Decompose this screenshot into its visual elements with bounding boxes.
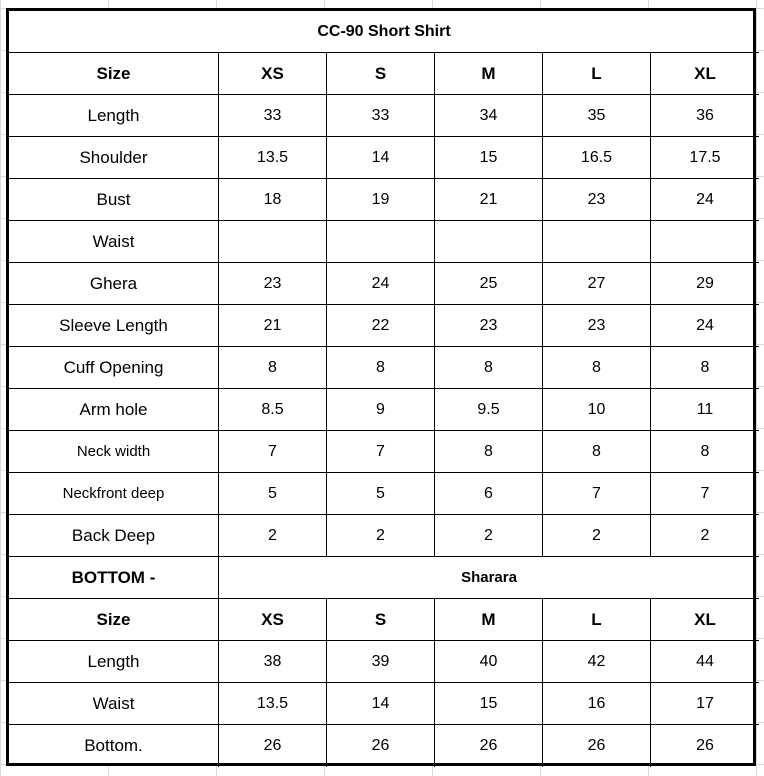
cell-back-deep-s[interactable]: 2 <box>327 515 435 557</box>
cell-length-m[interactable]: 34 <box>435 95 543 137</box>
row-label-length[interactable]: Length <box>9 641 219 683</box>
cell-bottom-xs[interactable]: 26 <box>219 725 327 767</box>
cell-ghera-s[interactable]: 24 <box>327 263 435 305</box>
row-label-waist[interactable]: Waist <box>9 683 219 725</box>
cell-bust-l[interactable]: 23 <box>543 179 651 221</box>
cell-bust-xl[interactable]: 24 <box>651 179 759 221</box>
cell-neck-width-s[interactable]: 7 <box>327 431 435 473</box>
row-label-bust[interactable]: Bust <box>9 179 219 221</box>
cell-waist-m[interactable] <box>435 221 543 263</box>
cell-waist-xs[interactable] <box>219 221 327 263</box>
cell-length-xs[interactable]: 38 <box>219 641 327 683</box>
row-label-waist[interactable]: Waist <box>9 221 219 263</box>
cell-cuff-opening-s[interactable]: 8 <box>327 347 435 389</box>
cell-bust-s[interactable]: 19 <box>327 179 435 221</box>
bottom-size-header-label[interactable]: Size <box>9 599 219 641</box>
cell-bottom-xl[interactable]: 26 <box>696 737 714 754</box>
cell-length-m[interactable]: 40 <box>435 641 543 683</box>
cell-back-deep-xl[interactable]: 2 <box>651 515 759 557</box>
cell-shoulder-l[interactable]: 16.5 <box>543 137 651 179</box>
cell-neck-width-xl[interactable]: 8 <box>651 431 759 473</box>
cell-cuff-opening-xs[interactable]: 8 <box>219 347 327 389</box>
cell-waist-m[interactable]: 15 <box>435 683 543 725</box>
cell-ghera-xs[interactable]: 23 <box>219 263 327 305</box>
cell-arm-hole-m[interactable]: 9.5 <box>435 389 543 431</box>
cell-sleeve-length-m[interactable]: 23 <box>435 305 543 347</box>
cell-sleeve-length-xs[interactable]: 21 <box>219 305 327 347</box>
cell-waist-l[interactable] <box>543 221 651 263</box>
size-header-l[interactable]: L <box>543 53 651 95</box>
bottom-size-header-xs[interactable]: XS <box>219 599 327 641</box>
cell-neckfront-deep-xl[interactable]: 7 <box>651 473 759 515</box>
row-label-shoulder[interactable]: Shoulder <box>9 137 219 179</box>
bottom-type[interactable]: Sharara <box>219 557 759 599</box>
cell-back-deep-m[interactable]: 2 <box>435 515 543 557</box>
cell-back-deep-l[interactable]: 2 <box>543 515 651 557</box>
cell-bottom-m[interactable]: 26 <box>435 725 543 767</box>
cell-ghera-m[interactable]: 25 <box>435 263 543 305</box>
bottom-size-header-xl[interactable]: XL <box>651 599 759 641</box>
cell-shoulder-m[interactable]: 15 <box>435 137 543 179</box>
row-label-ghera[interactable]: Ghera <box>9 263 219 305</box>
cell-cuff-opening-m[interactable]: 8 <box>435 347 543 389</box>
row-label-back-deep[interactable]: Back Deep <box>9 515 219 557</box>
cell-arm-hole-xl[interactable]: 11 <box>651 389 759 431</box>
size-chart-table <box>6 8 756 766</box>
cell-bust-xs[interactable]: 18 <box>219 179 327 221</box>
cell-neck-width-xs[interactable]: 7 <box>219 431 327 473</box>
cell-cuff-opening-xl[interactable]: 8 <box>651 347 759 389</box>
cell-shoulder-xs[interactable]: 13.5 <box>219 137 327 179</box>
row-label-neckfront-deep[interactable]: Neckfront deep <box>9 473 219 515</box>
size-header-xl[interactable]: XL <box>651 53 759 95</box>
cell-bust-m[interactable]: 21 <box>435 179 543 221</box>
cell-ghera-l[interactable]: 27 <box>543 263 651 305</box>
size-header-xs[interactable]: XS <box>219 53 327 95</box>
cell-length-s[interactable]: 33 <box>327 95 435 137</box>
cell-shoulder-xl[interactable]: 17.5 <box>651 137 759 179</box>
bottom-size-header-m[interactable]: M <box>435 599 543 641</box>
bottom-size-header-s[interactable]: S <box>327 599 435 641</box>
cell-arm-hole-xs[interactable]: 8.5 <box>219 389 327 431</box>
cell-cuff-opening-l[interactable]: 8 <box>543 347 651 389</box>
row-label-cuff-opening[interactable]: Cuff Opening <box>9 347 219 389</box>
cell-waist-xl[interactable] <box>651 221 759 263</box>
cell-sleeve-length-s[interactable]: 22 <box>327 305 435 347</box>
cell-neck-width-m[interactable]: 8 <box>435 431 543 473</box>
cell-shoulder-s[interactable]: 14 <box>327 137 435 179</box>
cell-sleeve-length-xl[interactable]: 24 <box>651 305 759 347</box>
cell-waist-s[interactable] <box>327 221 435 263</box>
cell-arm-hole-l[interactable]: 10 <box>543 389 651 431</box>
cell-sleeve-length-l[interactable]: 23 <box>543 305 651 347</box>
row-label-arm-hole[interactable]: Arm hole <box>9 389 219 431</box>
cell-bottom-l[interactable]: 26 <box>543 725 651 767</box>
cell-back-deep-xs[interactable]: 2 <box>219 515 327 557</box>
cell-length-xs[interactable]: 33 <box>219 95 327 137</box>
table-title[interactable]: CC-90 Short Shirt <box>9 11 759 53</box>
cell-length-s[interactable]: 39 <box>327 641 435 683</box>
cell-length-l[interactable]: 42 <box>543 641 651 683</box>
cell-waist-xl[interactable]: 17 <box>651 683 759 725</box>
cell-length-xl[interactable]: 44 <box>651 641 759 683</box>
cell-neckfront-deep-m[interactable]: 6 <box>435 473 543 515</box>
cell-neckfront-deep-l[interactable]: 7 <box>543 473 651 515</box>
size-header-label[interactable]: Size <box>9 53 219 95</box>
cell-neckfront-deep-xs[interactable]: 5 <box>219 473 327 515</box>
row-label-sleeve-length[interactable]: Sleeve Length <box>9 305 219 347</box>
row-label-length[interactable]: Length <box>9 95 219 137</box>
cell-waist-s[interactable]: 14 <box>327 683 435 725</box>
size-header-s[interactable]: S <box>327 53 435 95</box>
cell-bottom-s[interactable]: 26 <box>327 725 435 767</box>
bottom-section-label[interactable]: BOTTOM - <box>9 557 219 599</box>
cell-neck-width-l[interactable]: 8 <box>543 431 651 473</box>
cell-waist-l[interactable]: 16 <box>543 683 651 725</box>
row-label-bottom[interactable]: Bottom. <box>9 725 219 767</box>
cell-ghera-xl[interactable]: 29 <box>651 263 759 305</box>
cell-waist-xs[interactable]: 13.5 <box>219 683 327 725</box>
bottom-size-header-l[interactable]: L <box>543 599 651 641</box>
cell-length-xl[interactable]: 36 <box>651 95 759 137</box>
row-label-neck-width[interactable]: Neck width <box>9 431 219 473</box>
size-header-m[interactable]: M <box>435 53 543 95</box>
cell-neckfront-deep-s[interactable]: 5 <box>327 473 435 515</box>
cell-length-l[interactable]: 35 <box>543 95 651 137</box>
cell-arm-hole-s[interactable]: 9 <box>327 389 435 431</box>
